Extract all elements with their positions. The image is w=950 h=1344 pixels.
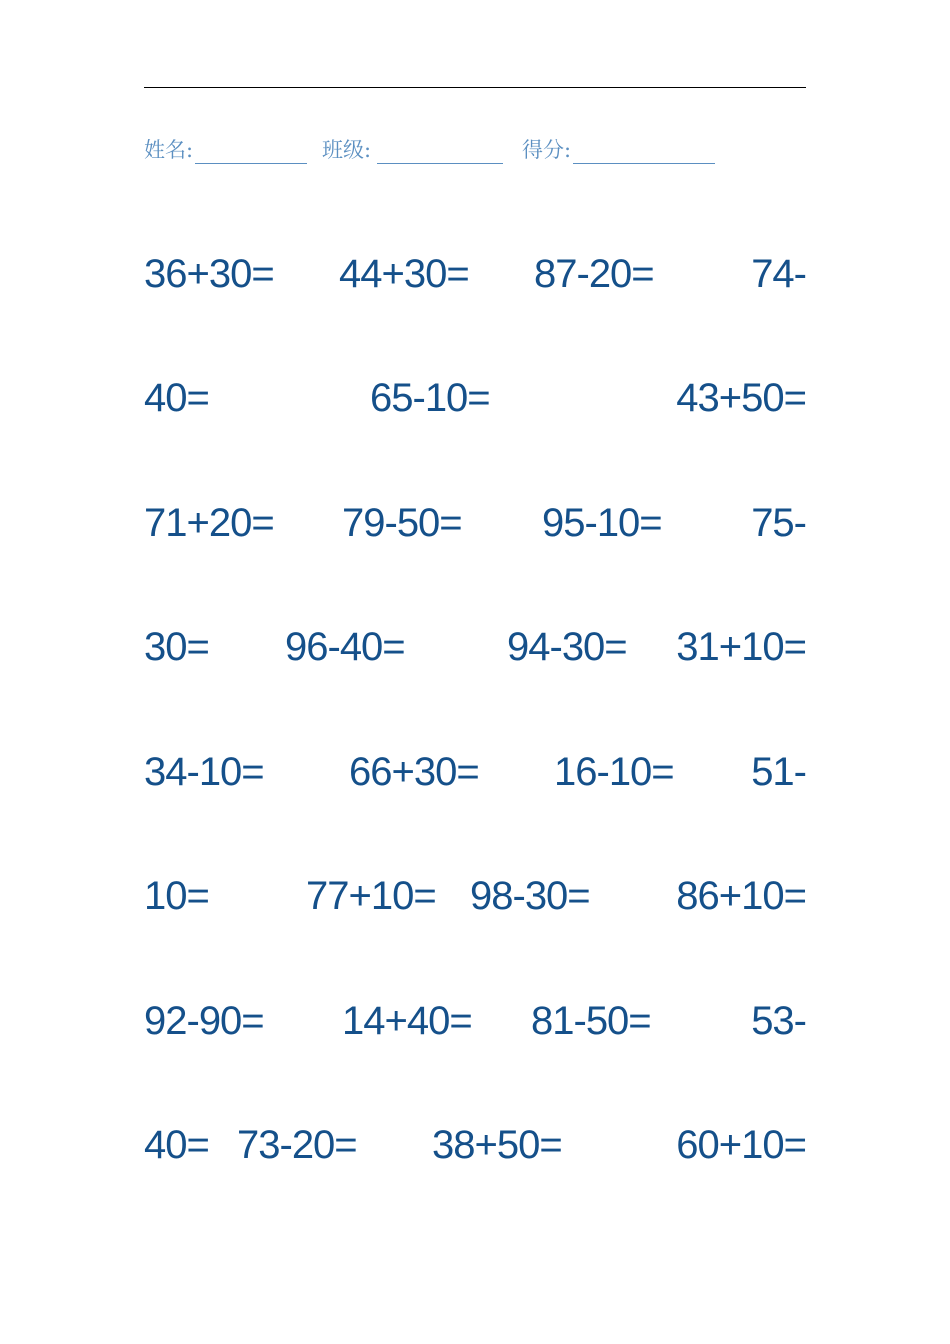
problem-item: 44+30= [339, 252, 469, 296]
problem-item: 71+20= [144, 501, 274, 545]
problem-item: 16-10= [554, 750, 674, 794]
problem-item: 81-50= [531, 999, 651, 1043]
problem-row [144, 493, 806, 553]
problem-item: 94-30= [507, 625, 627, 669]
problem-item: 60+10= [676, 1123, 806, 1167]
class-label: 班级: [322, 138, 372, 162]
class-field[interactable] [322, 134, 503, 164]
top-rule [144, 87, 806, 88]
problem-row [144, 368, 806, 428]
problem-item: 73-20= [237, 1123, 357, 1167]
problem-item: 36+30= [144, 252, 274, 296]
problem-item: 74- [751, 252, 806, 296]
problem-item: 14+40= [342, 999, 472, 1043]
class-blank[interactable] [377, 139, 503, 164]
name-blank[interactable] [195, 139, 307, 164]
problem-item: 75- [751, 501, 806, 545]
problem-row [144, 991, 806, 1051]
problem-item: 86+10= [676, 874, 806, 918]
problem-row [144, 866, 806, 926]
problem-item: 38+50= [432, 1123, 562, 1167]
problem-item: 30= [144, 625, 209, 669]
problem-item: 51- [751, 750, 806, 794]
score-blank[interactable] [573, 139, 715, 164]
problem-item: 53- [751, 999, 806, 1043]
problem-item: 98-30= [470, 874, 590, 918]
problem-item: 10= [144, 874, 209, 918]
problem-row [144, 244, 806, 304]
name-field[interactable] [144, 134, 307, 164]
problem-item: 40= [144, 376, 209, 420]
problem-item: 95-10= [542, 501, 662, 545]
problem-item: 34-10= [144, 750, 264, 794]
problem-row [144, 617, 806, 677]
problem-item: 43+50= [676, 376, 806, 420]
problem-item: 31+10= [676, 625, 806, 669]
problem-item: 66+30= [349, 750, 479, 794]
problem-row [144, 742, 806, 802]
problem-item: 65-10= [370, 376, 490, 420]
score-label: 得分: [522, 138, 572, 162]
problem-item: 96-40= [285, 625, 405, 669]
problem-item: 40= [144, 1123, 209, 1167]
problem-item: 87-20= [534, 252, 654, 296]
score-field[interactable] [522, 134, 715, 164]
problem-item: 79-50= [342, 501, 462, 545]
problem-row [144, 1115, 806, 1175]
problem-item: 77+10= [306, 874, 436, 918]
name-label: 姓名: [144, 138, 194, 162]
problem-item: 92-90= [144, 999, 264, 1043]
